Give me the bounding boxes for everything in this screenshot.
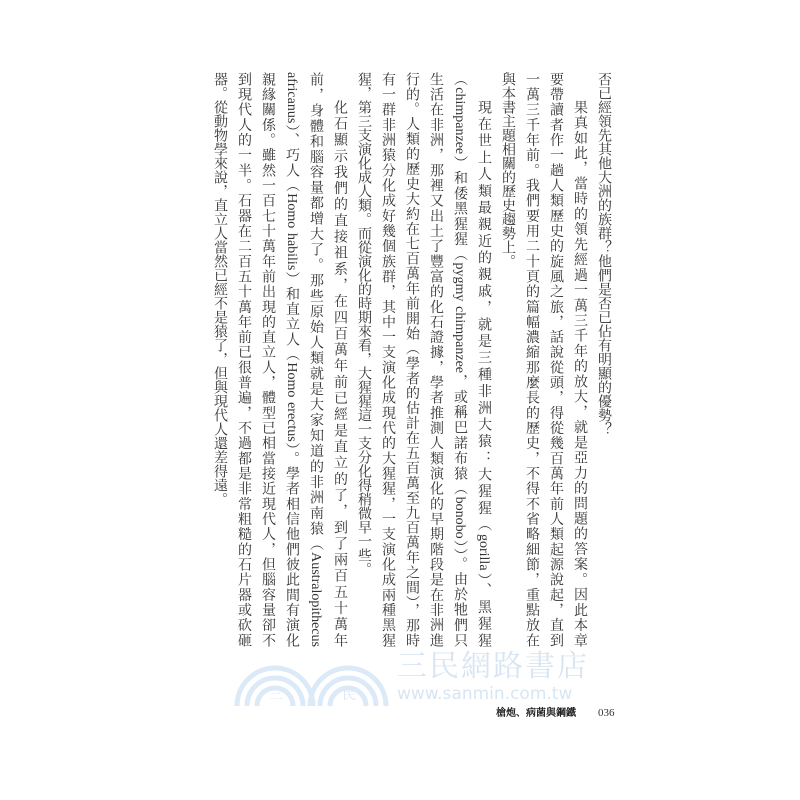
text-column: 果真如此，當時的領先經過一萬三千年的放大，就是亞力的問題的答案。因此本章 [572,100,587,647]
watermark-url: www.sanmin.com.tw [397,684,573,704]
text-column: 生活在非洲，那裡又出土了豐富的化石證據，學者推測人類演化的早期階段是在非洲進 [428,72,443,647]
text-column: africanus）、巧人（Homo habilis）和直立人（Homo erectus）。學者相信他們彼此間有演化 [284,72,299,647]
text-column: 親緣關係。雖然一百七十萬年前出現的直立人，體型已相當接近現代人，但腦容量卻不 [260,72,275,647]
text-column: 否已經領先其他大洲的族群？他們是否已佔有明顯的優勢？ [596,72,611,436]
text-column: （chimpanzee）和倭黑猩猩（pygmy chimpanzee，或稱巴諾布猿（bonobo））。由於牠們只 [452,72,467,647]
text-column: 猩，第三支演化成人類。而從演化的時期來看，大猩猩這一支分化得稍微早一些。 [356,72,371,576]
watermark [232,650,592,706]
text-column: 器。從動物學來說，直立人當然已經不是猿了，但與現代人還差得遠。 [212,72,227,506]
text-column: 與本書主題相關的歷史趨勢上。 [500,72,515,268]
watermark-char: 民 [342,688,356,703]
watermark-char: 三 [269,688,283,703]
text-column: 到現代人的一半。石器在二百五十萬年前已很普遍，不過都是非常粗糙的石片器或砍砸 [236,72,251,647]
text-column: 一萬三千年前。我們要用二十頁的篇幅濃縮那麼長的歷史，不得不省略細節，重點放在 [524,72,539,647]
body-text [207,72,615,647]
text-column: 有一群非洲猿分化成好幾個族群，其中一支演化成現代的大猩猩，一支演化成兩種黑猩 [380,72,395,647]
text-column: 現在世上人類最親近的親戚，就是三種非洲大猿：大猩猩（gorilla）、黑猩猩 [476,100,491,647]
text-column: 要帶讀者作一趟人類歷史的旋風之旅，話說從頭，得從幾百萬年前人類起源說起，直到 [548,72,563,647]
running-footer-title: 槍炮、病菌與鋼鐵 [496,708,576,719]
text-column: 化石顯示我們的直接祖系，在四百萬年前已經是直立的了，到了兩百五十萬年 [332,100,347,647]
watermark-logo-icon [232,650,392,706]
page-number: 036 [598,707,615,719]
text-column: 行的。人類的歷史大約在七百萬年前開始（學者的估計在五百萬至九百萬年之間），那時 [404,72,419,647]
text-column: 前，身體和腦容量都增大了。那些原始人類就是大家知道的非洲南猿（Australopithecus [308,72,323,647]
watermark-name: 三民網路書店 [397,650,589,683]
